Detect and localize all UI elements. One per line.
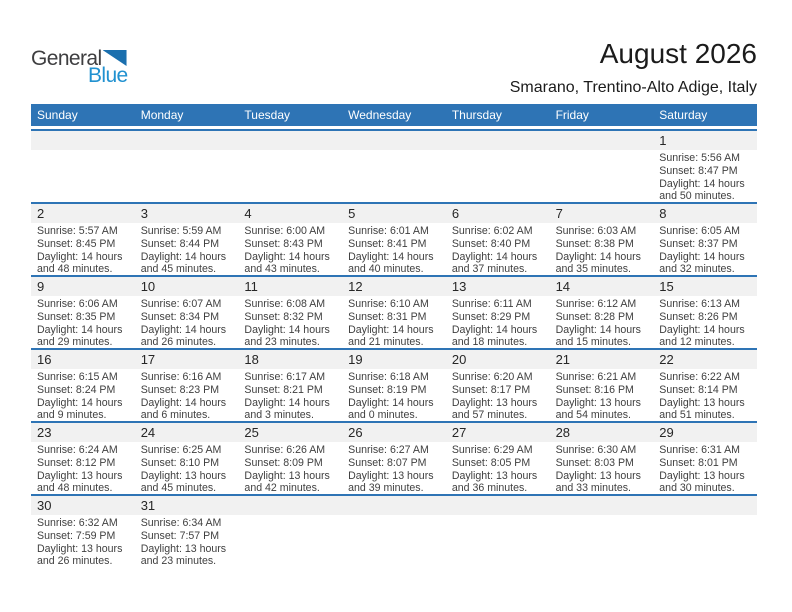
sunset-text: Sunset: 7:57 PM (140, 529, 220, 542)
day-cell (342, 423, 446, 494)
day-details (342, 223, 446, 275)
day-number: 14 (550, 277, 654, 296)
sunrise-text: Sunrise: 6:15 AM (37, 371, 118, 383)
day-details (135, 369, 239, 421)
day-cell (550, 350, 654, 421)
sunrise-text: Sunrise: 6:07 AM (140, 298, 222, 310)
daylight-text-cont: and 15 minutes. (555, 336, 631, 349)
daylight-text-cont: and 23 minutes. (244, 336, 320, 349)
day-number: 27 (446, 423, 550, 442)
sunrise-text: Sunrise: 6:03 AM (555, 225, 637, 237)
day-number (446, 131, 550, 150)
day-details (135, 442, 239, 494)
day-number: 1 (653, 131, 757, 150)
empty-day-cell (446, 496, 550, 567)
daylight-text: Daylight: 13 hours (659, 469, 745, 482)
sunrise-text: Sunrise: 6:32 AM (37, 517, 118, 529)
day-details (135, 150, 239, 202)
day-cell (135, 423, 239, 494)
daylight-text-cont: and 39 minutes. (348, 482, 424, 495)
sunset-text: Sunset: 8:31 PM (348, 310, 427, 323)
day-details (446, 515, 550, 567)
daylight-text: Daylight: 14 hours (555, 250, 641, 263)
daylight-text: Daylight: 14 hours (555, 323, 641, 336)
page-header (31, 38, 757, 97)
daylight-text-cont: and 43 minutes. (244, 263, 320, 276)
day-details (446, 296, 550, 348)
day-details (550, 442, 654, 494)
empty-day-cell (653, 496, 757, 567)
day-details (342, 515, 446, 567)
sunset-text: Sunset: 8:05 PM (451, 456, 531, 469)
week-row (31, 494, 757, 567)
day-number: 9 (31, 277, 135, 296)
empty-day-cell (342, 131, 446, 202)
sunrise-text: Sunrise: 6:17 AM (244, 371, 326, 383)
sunset-text: Sunset: 8:03 PM (555, 456, 634, 469)
day-cell (550, 277, 654, 348)
sunset-text: Sunset: 8:45 PM (37, 237, 116, 250)
day-number: 28 (550, 423, 654, 442)
empty-day-cell (446, 131, 550, 202)
day-details (135, 296, 239, 348)
weekday-sunday: Sunday (37, 108, 78, 122)
sunset-text: Sunset: 8:47 PM (659, 164, 738, 177)
calendar-grid (31, 129, 757, 567)
day-details (550, 515, 654, 567)
day-number: 26 (342, 423, 446, 442)
sunset-text: Sunset: 8:16 PM (555, 383, 634, 396)
day-details (238, 150, 342, 202)
daylight-text-cont: and 51 minutes. (659, 409, 735, 422)
daylight-text: Daylight: 14 hours (659, 323, 745, 336)
daylight-text: Daylight: 13 hours (451, 469, 538, 482)
day-details (653, 369, 757, 421)
sunset-text: Sunset: 8:26 PM (659, 310, 738, 323)
week-row (31, 202, 757, 275)
day-details (238, 442, 342, 494)
day-details (446, 150, 550, 202)
day-number (31, 131, 135, 150)
daylight-text: Daylight: 13 hours (451, 396, 538, 409)
daylight-text-cont: and 33 minutes. (555, 482, 631, 495)
day-details (31, 515, 135, 567)
day-details (653, 150, 757, 202)
sunrise-text: Sunrise: 6:05 AM (659, 225, 740, 237)
day-details (31, 442, 135, 494)
weekday-tuesday: Tuesday (244, 108, 291, 122)
day-details (550, 223, 654, 275)
sunrise-text: Sunrise: 5:59 AM (140, 225, 222, 237)
sunrise-text: Sunrise: 6:26 AM (244, 444, 326, 456)
weekday-wednesday: Wednesday (348, 108, 412, 122)
day-cell (446, 204, 550, 275)
sunset-text: Sunset: 8:44 PM (140, 237, 220, 250)
day-cell (550, 423, 654, 494)
day-cell (31, 204, 135, 275)
daylight-text-cont: and 21 minutes. (348, 336, 424, 349)
sunrise-text: Sunrise: 6:21 AM (555, 371, 637, 383)
day-cell (31, 496, 135, 567)
day-cell (31, 277, 135, 348)
daylight-text: Daylight: 13 hours (244, 469, 330, 482)
daylight-text: Daylight: 13 hours (140, 542, 227, 555)
daylight-text: Daylight: 14 hours (140, 250, 227, 263)
general-blue-logo (31, 38, 128, 86)
day-number: 23 (31, 423, 135, 442)
day-details (446, 442, 550, 494)
day-cell (238, 277, 342, 348)
sunset-text: Sunset: 8:32 PM (244, 310, 323, 323)
daylight-text: Daylight: 13 hours (555, 469, 641, 482)
day-details (342, 442, 446, 494)
day-number: 8 (653, 204, 757, 223)
day-number: 17 (135, 350, 239, 369)
sunrise-text: Sunrise: 6:34 AM (140, 517, 222, 529)
empty-day-cell (31, 131, 135, 202)
sunrise-text: Sunrise: 6:01 AM (348, 225, 429, 237)
sunrise-text: Sunrise: 6:30 AM (555, 444, 637, 456)
daylight-text: Daylight: 14 hours (140, 396, 227, 409)
day-details (135, 223, 239, 275)
day-details (342, 369, 446, 421)
sunrise-text: Sunrise: 6:12 AM (555, 298, 637, 310)
day-number: 5 (342, 204, 446, 223)
daylight-text-cont: and 48 minutes. (37, 263, 113, 276)
daylight-text: Daylight: 14 hours (451, 250, 538, 263)
day-details (653, 296, 757, 348)
daylight-text-cont: and 26 minutes. (140, 336, 217, 349)
day-cell (446, 423, 550, 494)
day-number: 21 (550, 350, 654, 369)
sunrise-text: Sunrise: 6:24 AM (37, 444, 118, 456)
sunset-text: Sunset: 8:40 PM (451, 237, 531, 250)
daylight-text-cont: and 26 minutes. (37, 555, 113, 568)
day-details (550, 369, 654, 421)
daylight-text: Daylight: 14 hours (37, 250, 123, 263)
day-cell (446, 277, 550, 348)
day-cell (238, 350, 342, 421)
sunrise-text: Sunrise: 6:20 AM (451, 371, 533, 383)
day-cell (135, 204, 239, 275)
sunrise-text: Sunrise: 6:18 AM (348, 371, 429, 383)
day-cell (135, 277, 239, 348)
week-row (31, 348, 757, 421)
daylight-text: Daylight: 14 hours (348, 323, 434, 336)
sunset-text: Sunset: 8:34 PM (140, 310, 220, 323)
sunset-text: Sunset: 8:24 PM (37, 383, 116, 396)
day-number (342, 131, 446, 150)
sunrise-text: Sunrise: 6:11 AM (451, 298, 532, 310)
sunset-text: Sunset: 8:17 PM (451, 383, 531, 396)
sunset-text: Sunset: 7:59 PM (37, 529, 116, 542)
sunset-text: Sunset: 8:12 PM (37, 456, 116, 469)
day-cell (653, 277, 757, 348)
daylight-text-cont: and 6 minutes. (140, 409, 211, 422)
sunset-text: Sunset: 8:07 PM (348, 456, 427, 469)
sunset-text: Sunset: 8:10 PM (140, 456, 220, 469)
sunrise-text: Sunrise: 6:25 AM (140, 444, 222, 456)
sunrise-text: Sunrise: 6:16 AM (140, 371, 222, 383)
daylight-text: Daylight: 13 hours (555, 396, 641, 409)
day-cell (446, 350, 550, 421)
day-details (446, 223, 550, 275)
sunset-text: Sunset: 8:41 PM (348, 237, 427, 250)
day-details (342, 150, 446, 202)
calendar-table (31, 104, 757, 567)
day-cell (653, 131, 757, 202)
daylight-text-cont: and 40 minutes. (348, 263, 424, 276)
title-block (510, 38, 757, 97)
day-cell (653, 204, 757, 275)
day-number (135, 131, 239, 150)
empty-day-cell (550, 131, 654, 202)
day-number: 4 (238, 204, 342, 223)
day-number (653, 496, 757, 515)
daylight-text: Daylight: 13 hours (37, 542, 123, 555)
daylight-text-cont: and 42 minutes. (244, 482, 320, 495)
sunrise-text: Sunrise: 6:06 AM (37, 298, 118, 310)
daylight-text: Daylight: 14 hours (37, 323, 123, 336)
day-details (238, 515, 342, 567)
day-details (135, 515, 239, 567)
day-details (238, 296, 342, 348)
day-number (238, 131, 342, 150)
daylight-text: Daylight: 14 hours (140, 323, 227, 336)
daylight-text: Daylight: 13 hours (37, 469, 123, 482)
day-number (342, 496, 446, 515)
daylight-text: Daylight: 14 hours (659, 177, 745, 190)
day-number: 29 (653, 423, 757, 442)
daylight-text: Daylight: 14 hours (37, 396, 123, 409)
day-number: 10 (135, 277, 239, 296)
week-row (31, 421, 757, 494)
daylight-text-cont: and 3 minutes. (244, 409, 314, 422)
day-number: 31 (135, 496, 239, 515)
daylight-text-cont: and 12 minutes. (659, 336, 735, 349)
day-details (550, 150, 654, 202)
weekday-header-row (31, 104, 757, 126)
day-cell (653, 423, 757, 494)
empty-day-cell (238, 131, 342, 202)
logo-text-blue: Blue (88, 64, 128, 87)
daylight-text: Daylight: 13 hours (348, 469, 434, 482)
daylight-text-cont: and 32 minutes. (659, 263, 735, 276)
daylight-text-cont: and 30 minutes. (659, 482, 735, 495)
daylight-text: Daylight: 14 hours (244, 323, 330, 336)
daylight-text-cont: and 9 minutes. (37, 409, 107, 422)
sunrise-text: Sunrise: 6:13 AM (659, 298, 740, 310)
day-cell (342, 277, 446, 348)
day-number (550, 496, 654, 515)
sunrise-text: Sunrise: 6:31 AM (659, 444, 740, 456)
day-number: 13 (446, 277, 550, 296)
day-number: 7 (550, 204, 654, 223)
day-number: 12 (342, 277, 446, 296)
daylight-text: Daylight: 14 hours (451, 323, 538, 336)
daylight-text: Daylight: 14 hours (244, 396, 330, 409)
sunset-text: Sunset: 8:19 PM (348, 383, 427, 396)
daylight-text: Daylight: 13 hours (140, 469, 227, 482)
daylight-text: Daylight: 14 hours (659, 250, 745, 263)
empty-day-cell (550, 496, 654, 567)
sunrise-text: Sunrise: 6:02 AM (451, 225, 533, 237)
sunrise-text: Sunrise: 6:00 AM (244, 225, 326, 237)
sunset-text: Sunset: 8:14 PM (659, 383, 738, 396)
day-number (550, 131, 654, 150)
day-details (238, 223, 342, 275)
day-number: 15 (653, 277, 757, 296)
empty-day-cell (135, 131, 239, 202)
daylight-text-cont: and 48 minutes. (37, 482, 113, 495)
weekday-thursday: Thursday (451, 108, 502, 122)
day-number: 22 (653, 350, 757, 369)
sunset-text: Sunset: 8:43 PM (244, 237, 323, 250)
day-number: 25 (238, 423, 342, 442)
daylight-text-cont: and 54 minutes. (555, 409, 631, 422)
day-number: 20 (446, 350, 550, 369)
daylight-text-cont: and 45 minutes. (140, 482, 217, 495)
daylight-text-cont: and 45 minutes. (140, 263, 217, 276)
day-number: 2 (31, 204, 135, 223)
daylight-text-cont: and 23 minutes. (140, 555, 217, 568)
day-details (446, 369, 550, 421)
daylight-text: Daylight: 14 hours (348, 396, 434, 409)
daylight-text-cont: and 18 minutes. (451, 336, 528, 349)
daylight-text-cont: and 37 minutes. (451, 263, 528, 276)
day-number (446, 496, 550, 515)
day-details (653, 515, 757, 567)
sunrise-text: Sunrise: 6:08 AM (244, 298, 326, 310)
daylight-text: Daylight: 14 hours (244, 250, 330, 263)
day-number: 3 (135, 204, 239, 223)
day-number: 6 (446, 204, 550, 223)
week-row (31, 275, 757, 348)
day-details (31, 150, 135, 202)
sunset-text: Sunset: 8:01 PM (659, 456, 738, 469)
day-details (653, 442, 757, 494)
sunrise-text: Sunrise: 6:29 AM (451, 444, 533, 456)
day-number: 11 (238, 277, 342, 296)
daylight-text-cont: and 35 minutes. (555, 263, 631, 276)
page-title: August 2026 (599, 38, 757, 69)
day-details (31, 223, 135, 275)
day-number: 24 (135, 423, 239, 442)
day-details (31, 296, 135, 348)
day-cell (31, 423, 135, 494)
sunrise-text: Sunrise: 6:27 AM (348, 444, 429, 456)
day-number (238, 496, 342, 515)
sunset-text: Sunset: 8:23 PM (140, 383, 220, 396)
day-cell (342, 204, 446, 275)
day-cell (31, 350, 135, 421)
day-cell (342, 350, 446, 421)
empty-day-cell (342, 496, 446, 567)
day-details (550, 296, 654, 348)
weekday-monday: Monday (140, 108, 184, 122)
empty-day-cell (238, 496, 342, 567)
sunset-text: Sunset: 8:09 PM (244, 456, 323, 469)
daylight-text-cont: and 57 minutes. (451, 409, 528, 422)
daylight-text: Daylight: 14 hours (348, 250, 434, 263)
daylight-text: Daylight: 13 hours (659, 396, 745, 409)
day-details (653, 223, 757, 275)
day-cell (135, 350, 239, 421)
day-details (342, 296, 446, 348)
sunset-text: Sunset: 8:38 PM (555, 237, 634, 250)
daylight-text-cont: and 50 minutes. (659, 190, 735, 203)
sunrise-text: Sunrise: 5:56 AM (659, 152, 740, 164)
day-cell (135, 496, 239, 567)
sunrise-text: Sunrise: 6:22 AM (659, 371, 740, 383)
daylight-text-cont: and 0 minutes. (348, 409, 418, 422)
daylight-text-cont: and 29 minutes. (37, 336, 113, 349)
page-subtitle: Smarano, Trentino-Alto Adige, Italy (509, 79, 757, 96)
sunset-text: Sunset: 8:35 PM (37, 310, 116, 323)
day-details (31, 369, 135, 421)
day-details (238, 369, 342, 421)
sunset-text: Sunset: 8:37 PM (659, 237, 738, 250)
day-cell (238, 204, 342, 275)
week-row (31, 129, 757, 202)
day-number: 18 (238, 350, 342, 369)
daylight-text-cont: and 36 minutes. (451, 482, 528, 495)
day-cell (550, 204, 654, 275)
day-cell (653, 350, 757, 421)
logo-text-general: General (31, 47, 102, 70)
weekday-friday: Friday (555, 108, 589, 122)
day-number: 30 (31, 496, 135, 515)
sunset-text: Sunset: 8:28 PM (555, 310, 634, 323)
day-cell (238, 423, 342, 494)
sunset-text: Sunset: 8:21 PM (244, 383, 323, 396)
day-number: 16 (31, 350, 135, 369)
day-number: 19 (342, 350, 446, 369)
sunrise-text: Sunrise: 6:10 AM (348, 298, 429, 310)
sunrise-text: Sunrise: 5:57 AM (37, 225, 118, 237)
weekday-saturday: Saturday (659, 108, 708, 122)
sunset-text: Sunset: 8:29 PM (451, 310, 531, 323)
